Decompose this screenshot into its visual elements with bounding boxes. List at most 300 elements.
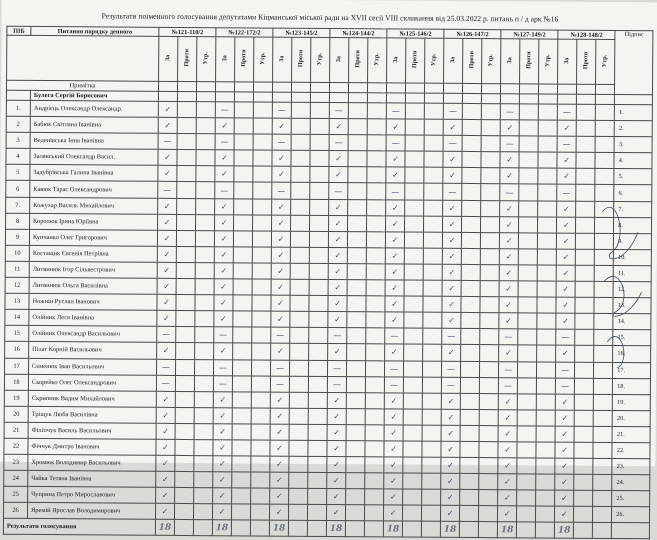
member-number: 21 [4, 422, 28, 438]
vote-cell [174, 504, 193, 520]
vote-cell: ✓ [441, 473, 460, 489]
vote-cell [538, 168, 557, 184]
vote-cell [576, 233, 595, 249]
result-cell: 18 [212, 520, 231, 536]
vote-cell [291, 199, 310, 215]
vote-cell [365, 441, 384, 457]
vote-cell [538, 136, 557, 152]
vote-cell: ✓ [442, 296, 461, 312]
vote-cell [348, 167, 367, 183]
vote-cell: ✓ [214, 295, 233, 311]
vote-cell [308, 505, 327, 521]
vote-cell [593, 410, 612, 426]
vote-cell [481, 152, 500, 168]
vote-cell [517, 474, 536, 490]
vote-cell [461, 297, 480, 313]
vote-cell [289, 456, 308, 472]
vote-cell [177, 198, 196, 214]
vote-cell [367, 135, 386, 151]
signature-cell: 6. [614, 185, 652, 201]
vote-cell [481, 104, 500, 120]
vote-cell [481, 168, 500, 184]
vote-cell [461, 329, 480, 345]
vote-cell: ✓ [270, 488, 289, 504]
vote-cell [537, 249, 556, 265]
vote-cell: ✓ [555, 490, 574, 506]
vote-cell [177, 118, 196, 134]
vote-type-label: Утр. [203, 51, 210, 65]
vote-cell [196, 214, 215, 230]
vote-cell: ✓ [156, 407, 175, 423]
vote-cell: — [213, 375, 232, 391]
vote-cell: — [385, 360, 404, 376]
group-empty-cell [577, 94, 596, 104]
member-name: Костащик Євгенія Петрівна [29, 245, 157, 262]
vote-cell [538, 201, 557, 217]
vote-cell [518, 361, 537, 377]
results-signature-cell [612, 523, 650, 539]
vote-cell: ✓ [215, 198, 234, 214]
vote-cell [367, 151, 386, 167]
member-name: Залявський Олександр Васил. [30, 149, 158, 166]
vote-cell [480, 248, 499, 264]
vote-cell [593, 491, 612, 507]
vote-cell [290, 360, 309, 376]
vote-cell [196, 102, 215, 118]
vote-cell [404, 296, 423, 312]
vote-cell: ✓ [214, 263, 233, 279]
vote-cell [290, 279, 309, 295]
vote-cell [461, 280, 480, 296]
vote-cell [252, 327, 271, 343]
vote-cell [196, 198, 215, 214]
vote-cell [460, 409, 479, 425]
vote-cell: — [272, 102, 291, 118]
signature-cell: 23. [612, 459, 650, 475]
result-cell [593, 523, 612, 539]
vote-cell: ✓ [270, 472, 289, 488]
group-empty-cell [329, 93, 348, 103]
vote-cell [176, 262, 195, 278]
vote-cell [461, 361, 480, 377]
vote-cell: ✓ [555, 506, 574, 522]
vote-cell [403, 377, 422, 393]
vote-cell: ✓ [498, 506, 517, 522]
vote-cell [423, 345, 442, 361]
vote-cell [575, 265, 594, 281]
member-name: Філіпчук Василь Васильович [28, 422, 156, 439]
vote-cell [196, 166, 215, 182]
member-name: Фіччук Дмитро Іванович [28, 438, 156, 455]
vote-type-header [444, 38, 463, 83]
vote-cell [367, 167, 386, 183]
vote-cell [310, 167, 329, 183]
vote-cell [593, 475, 612, 491]
vote-cell [289, 376, 308, 392]
document-title: Результати поіменного голосування депутатами Кіцманської міської ради на XVII сесії VIII скликання від 25.03.2022 р. питань п / д арк №16 [101, 11, 559, 24]
vote-cell [405, 200, 424, 216]
vote-cell [366, 328, 385, 344]
vote-cell [347, 360, 366, 376]
note-cell [158, 81, 177, 91]
note-cell [196, 82, 215, 92]
vote-cell [481, 120, 500, 136]
vote-cell [234, 150, 253, 166]
vote-cell [194, 407, 213, 423]
vote-cell: ✓ [214, 343, 233, 359]
vote-cell [422, 473, 441, 489]
vote-cell [576, 185, 595, 201]
vote-type-label: Утр. [545, 54, 552, 67]
vote-cell [252, 263, 271, 279]
vote-cell [538, 184, 557, 200]
vote-cell [176, 327, 195, 343]
member-name: Тріщук Люба Василівна [28, 406, 156, 423]
vote-cell [422, 377, 441, 393]
vote-cell [367, 199, 386, 215]
vote-cell [403, 393, 422, 409]
vote-cell [405, 184, 424, 200]
vote-cell: ✓ [556, 297, 575, 313]
note-cell [177, 81, 196, 91]
vote-cell [290, 263, 309, 279]
voting-table [3, 26, 654, 540]
question-header: №128-148/2 [558, 30, 615, 39]
vote-cell [462, 184, 481, 200]
vote-cell: ✓ [385, 248, 404, 264]
note-cell [444, 83, 463, 93]
vote-type-label: Проти [412, 50, 419, 69]
member-name: Королюк Ірина Юріївна [30, 213, 158, 230]
vote-cell: ✓ [499, 313, 518, 329]
vote-type-header [311, 37, 330, 82]
blank-header [7, 35, 159, 81]
vote-type-label: Проти [583, 52, 590, 70]
vote-cell [252, 231, 271, 247]
vote-cell: ✓ [384, 425, 403, 441]
member-name: Скрипник Вадим Михайлович [28, 390, 156, 407]
vote-cell [517, 458, 536, 474]
vote-cell [194, 359, 213, 375]
result-cell [536, 522, 555, 538]
vote-cell: ✓ [442, 345, 461, 361]
note-cell [501, 84, 520, 94]
vote-cell [575, 313, 594, 329]
signature-cell: 9. [614, 233, 652, 249]
question-header: №127-149/2 [501, 30, 558, 39]
vote-cell: ✓ [385, 312, 404, 328]
note-cell [253, 82, 272, 92]
note-cell [520, 84, 539, 94]
vote-cell [252, 359, 271, 375]
note-cell [215, 82, 234, 92]
vote-cell [519, 152, 538, 168]
note-cell [311, 82, 330, 92]
vote-cell [365, 473, 384, 489]
vote-cell: ✓ [327, 424, 346, 440]
vote-cell [309, 231, 328, 247]
vote-cell: ✓ [555, 474, 574, 490]
vote-cell: — [271, 360, 290, 376]
result-cell: 18 [441, 522, 460, 538]
vote-cell: — [328, 328, 347, 344]
note-cell [330, 83, 349, 93]
member-name: Олійник Олександр Васильович [29, 326, 157, 343]
vote-cell [480, 345, 499, 361]
vote-cell [348, 215, 367, 231]
vote-cell [195, 246, 214, 262]
vote-cell: ✓ [498, 393, 517, 409]
vote-type-label: За [165, 54, 172, 61]
vote-cell [517, 394, 536, 410]
vote-cell [538, 233, 557, 249]
vote-type-header [558, 39, 577, 84]
vote-cell: ✓ [157, 294, 176, 310]
vote-cell: ✓ [386, 199, 405, 215]
vote-cell [232, 440, 251, 456]
vote-cell: ✓ [328, 247, 347, 263]
vote-cell: ✓ [557, 201, 576, 217]
vote-cell [232, 392, 251, 408]
vote-cell: ✓ [271, 279, 290, 295]
vote-cell [575, 281, 594, 297]
vote-cell: — [157, 327, 176, 343]
vote-cell [403, 425, 422, 441]
member-number: 19 [4, 390, 28, 406]
vote-type-label: За [564, 57, 571, 64]
result-cell [307, 521, 326, 537]
vote-cell [403, 441, 422, 457]
vote-cell [424, 168, 443, 184]
vote-cell [423, 248, 442, 264]
vote-cell [460, 441, 479, 457]
vote-cell [291, 118, 310, 134]
member-number: 3 [6, 132, 30, 148]
vote-cell: — [214, 327, 233, 343]
vote-cell: ✓ [214, 247, 233, 263]
vote-cell: ✓ [500, 152, 519, 168]
vote-cell: ✓ [441, 506, 460, 522]
vote-cell [517, 442, 536, 458]
vote-cell [576, 120, 595, 136]
vote-cell [576, 104, 595, 120]
vote-cell [253, 199, 272, 215]
vote-cell: ✓ [557, 168, 576, 184]
note-cell [349, 83, 368, 93]
vote-cell [251, 376, 270, 392]
vote-type-header [425, 38, 444, 83]
vote-cell [595, 201, 614, 217]
vote-type-header [216, 37, 235, 82]
vote-cell [594, 362, 613, 378]
result-cell [345, 521, 364, 537]
vote-type-label: Утр. [317, 52, 324, 66]
vote-cell [196, 182, 215, 198]
vote-cell [480, 329, 499, 345]
vote-cell: ✓ [557, 233, 576, 249]
vote-cell: ✓ [384, 409, 403, 425]
vote-cell [593, 394, 612, 410]
vote-cell: — [329, 183, 348, 199]
vote-cell: ✓ [270, 424, 289, 440]
vote-cell [253, 134, 272, 150]
vote-cell: ✓ [213, 424, 232, 440]
vote-cell [252, 247, 271, 263]
vote-cell: ✓ [158, 150, 177, 166]
vote-cell [536, 426, 555, 442]
vote-cell: ✓ [328, 344, 347, 360]
vote-cell [233, 359, 252, 375]
vote-cell [518, 281, 537, 297]
vote-cell [175, 472, 194, 488]
group-empty-cell [615, 94, 653, 104]
vote-cell: ✓ [443, 168, 462, 184]
vote-cell [289, 488, 308, 504]
vote-cell [576, 169, 595, 185]
vote-type-label: Утр. [602, 54, 609, 68]
vote-cell [366, 296, 385, 312]
vote-cell: ✓ [158, 101, 177, 117]
vote-type-header [577, 39, 596, 84]
member-number: 23 [4, 454, 28, 470]
vote-cell: ✓ [272, 199, 291, 215]
vote-cell [175, 423, 194, 439]
member-name: Чайка Тетяна Іванівна [28, 471, 156, 488]
vote-cell [234, 166, 253, 182]
vote-cell: ✓ [328, 263, 347, 279]
vote-cell [594, 330, 613, 346]
vote-cell [480, 361, 499, 377]
member-number: 11 [5, 261, 29, 277]
vote-cell: ✓ [213, 472, 232, 488]
vote-cell [423, 361, 442, 377]
vote-cell [519, 104, 538, 120]
vote-cell: ✓ [327, 457, 346, 473]
group-empty-cell [463, 93, 482, 103]
vote-cell [347, 231, 366, 247]
vote-cell [195, 263, 214, 279]
vote-cell [253, 182, 272, 198]
vote-cell: ✓ [556, 249, 575, 265]
signature-cell: 26. [612, 507, 650, 523]
vote-cell [252, 311, 271, 327]
vote-cell: ✓ [157, 246, 176, 262]
vote-cell: ✓ [498, 474, 517, 490]
vote-cell [537, 361, 556, 377]
vote-cell [423, 296, 442, 312]
vote-cell [347, 312, 366, 328]
vote-cell [424, 200, 443, 216]
vote-cell [538, 120, 557, 136]
vote-cell [290, 344, 309, 360]
member-name: Литвинюк Ігор Сільвестрович [29, 261, 157, 278]
vote-cell: ✓ [215, 150, 234, 166]
vote-cell [404, 312, 423, 328]
vote-cell [576, 153, 595, 169]
vote-cell [461, 264, 480, 280]
vote-cell [519, 184, 538, 200]
vote-cell [196, 118, 215, 134]
vote-cell [309, 279, 328, 295]
vote-type-label: Утр. [488, 53, 495, 67]
vote-cell [310, 118, 329, 134]
vote-cell [536, 474, 555, 490]
member-name: Яремій Ярослав Володимирович [27, 503, 155, 520]
group-empty-cell [158, 91, 177, 101]
vote-cell [575, 249, 594, 265]
group-empty-cell [520, 94, 539, 104]
vote-cell: ✓ [384, 441, 403, 457]
vote-cell [517, 506, 536, 522]
signature-cell: 2. [614, 121, 652, 137]
vote-cell [309, 360, 328, 376]
vote-cell [594, 297, 613, 313]
vote-type-label: За [222, 55, 229, 62]
vote-cell: ✓ [213, 440, 232, 456]
vote-cell [481, 200, 500, 216]
vote-cell: ✓ [499, 281, 518, 297]
result-cell [364, 521, 383, 537]
member-number: 24 [4, 470, 28, 486]
group-empty-cell [215, 92, 234, 102]
vote-cell [177, 134, 196, 150]
vote-cell [346, 392, 365, 408]
vote-cell [194, 423, 213, 439]
vote-cell [519, 120, 538, 136]
vote-cell: ✓ [555, 442, 574, 458]
vote-type-header [387, 38, 406, 83]
vote-cell [576, 201, 595, 217]
vote-cell: ✓ [327, 489, 346, 505]
vote-cell [347, 280, 366, 296]
vote-cell: ✓ [555, 410, 574, 426]
vote-cell: ✓ [441, 425, 460, 441]
vote-cell [233, 231, 252, 247]
vote-cell: ✓ [157, 230, 176, 246]
signature-cell: 21. [612, 426, 650, 442]
vote-type-label: Проти [184, 49, 191, 67]
vote-cell [232, 375, 251, 391]
vote-cell: ✓ [214, 311, 233, 327]
question-header: №123-145/2 [273, 28, 330, 37]
signature-cell: 3. [614, 137, 652, 153]
vote-cell [404, 264, 423, 280]
vote-cell [519, 168, 538, 184]
vote-cell [405, 119, 424, 135]
vote-cell [518, 345, 537, 361]
vote-cell [232, 504, 251, 520]
vote-cell [366, 280, 385, 296]
vote-cell: ✓ [328, 312, 347, 328]
vote-cell [195, 311, 214, 327]
vote-cell: ✓ [158, 214, 177, 230]
vote-cell [518, 377, 537, 393]
result-cell [517, 522, 536, 538]
vote-cell [423, 328, 442, 344]
member-number: 8 [6, 213, 30, 229]
vote-cell: ✓ [215, 214, 234, 230]
vote-cell [422, 506, 441, 522]
vote-cell [595, 104, 614, 120]
vote-cell [232, 424, 251, 440]
vote-cell [310, 151, 329, 167]
vote-cell: ✓ [157, 311, 176, 327]
vote-cell [403, 457, 422, 473]
vote-cell: ✓ [500, 232, 519, 248]
vote-cell: ✓ [384, 489, 403, 505]
signature-cell: 1. [615, 104, 653, 120]
group-empty-cell [501, 94, 520, 104]
